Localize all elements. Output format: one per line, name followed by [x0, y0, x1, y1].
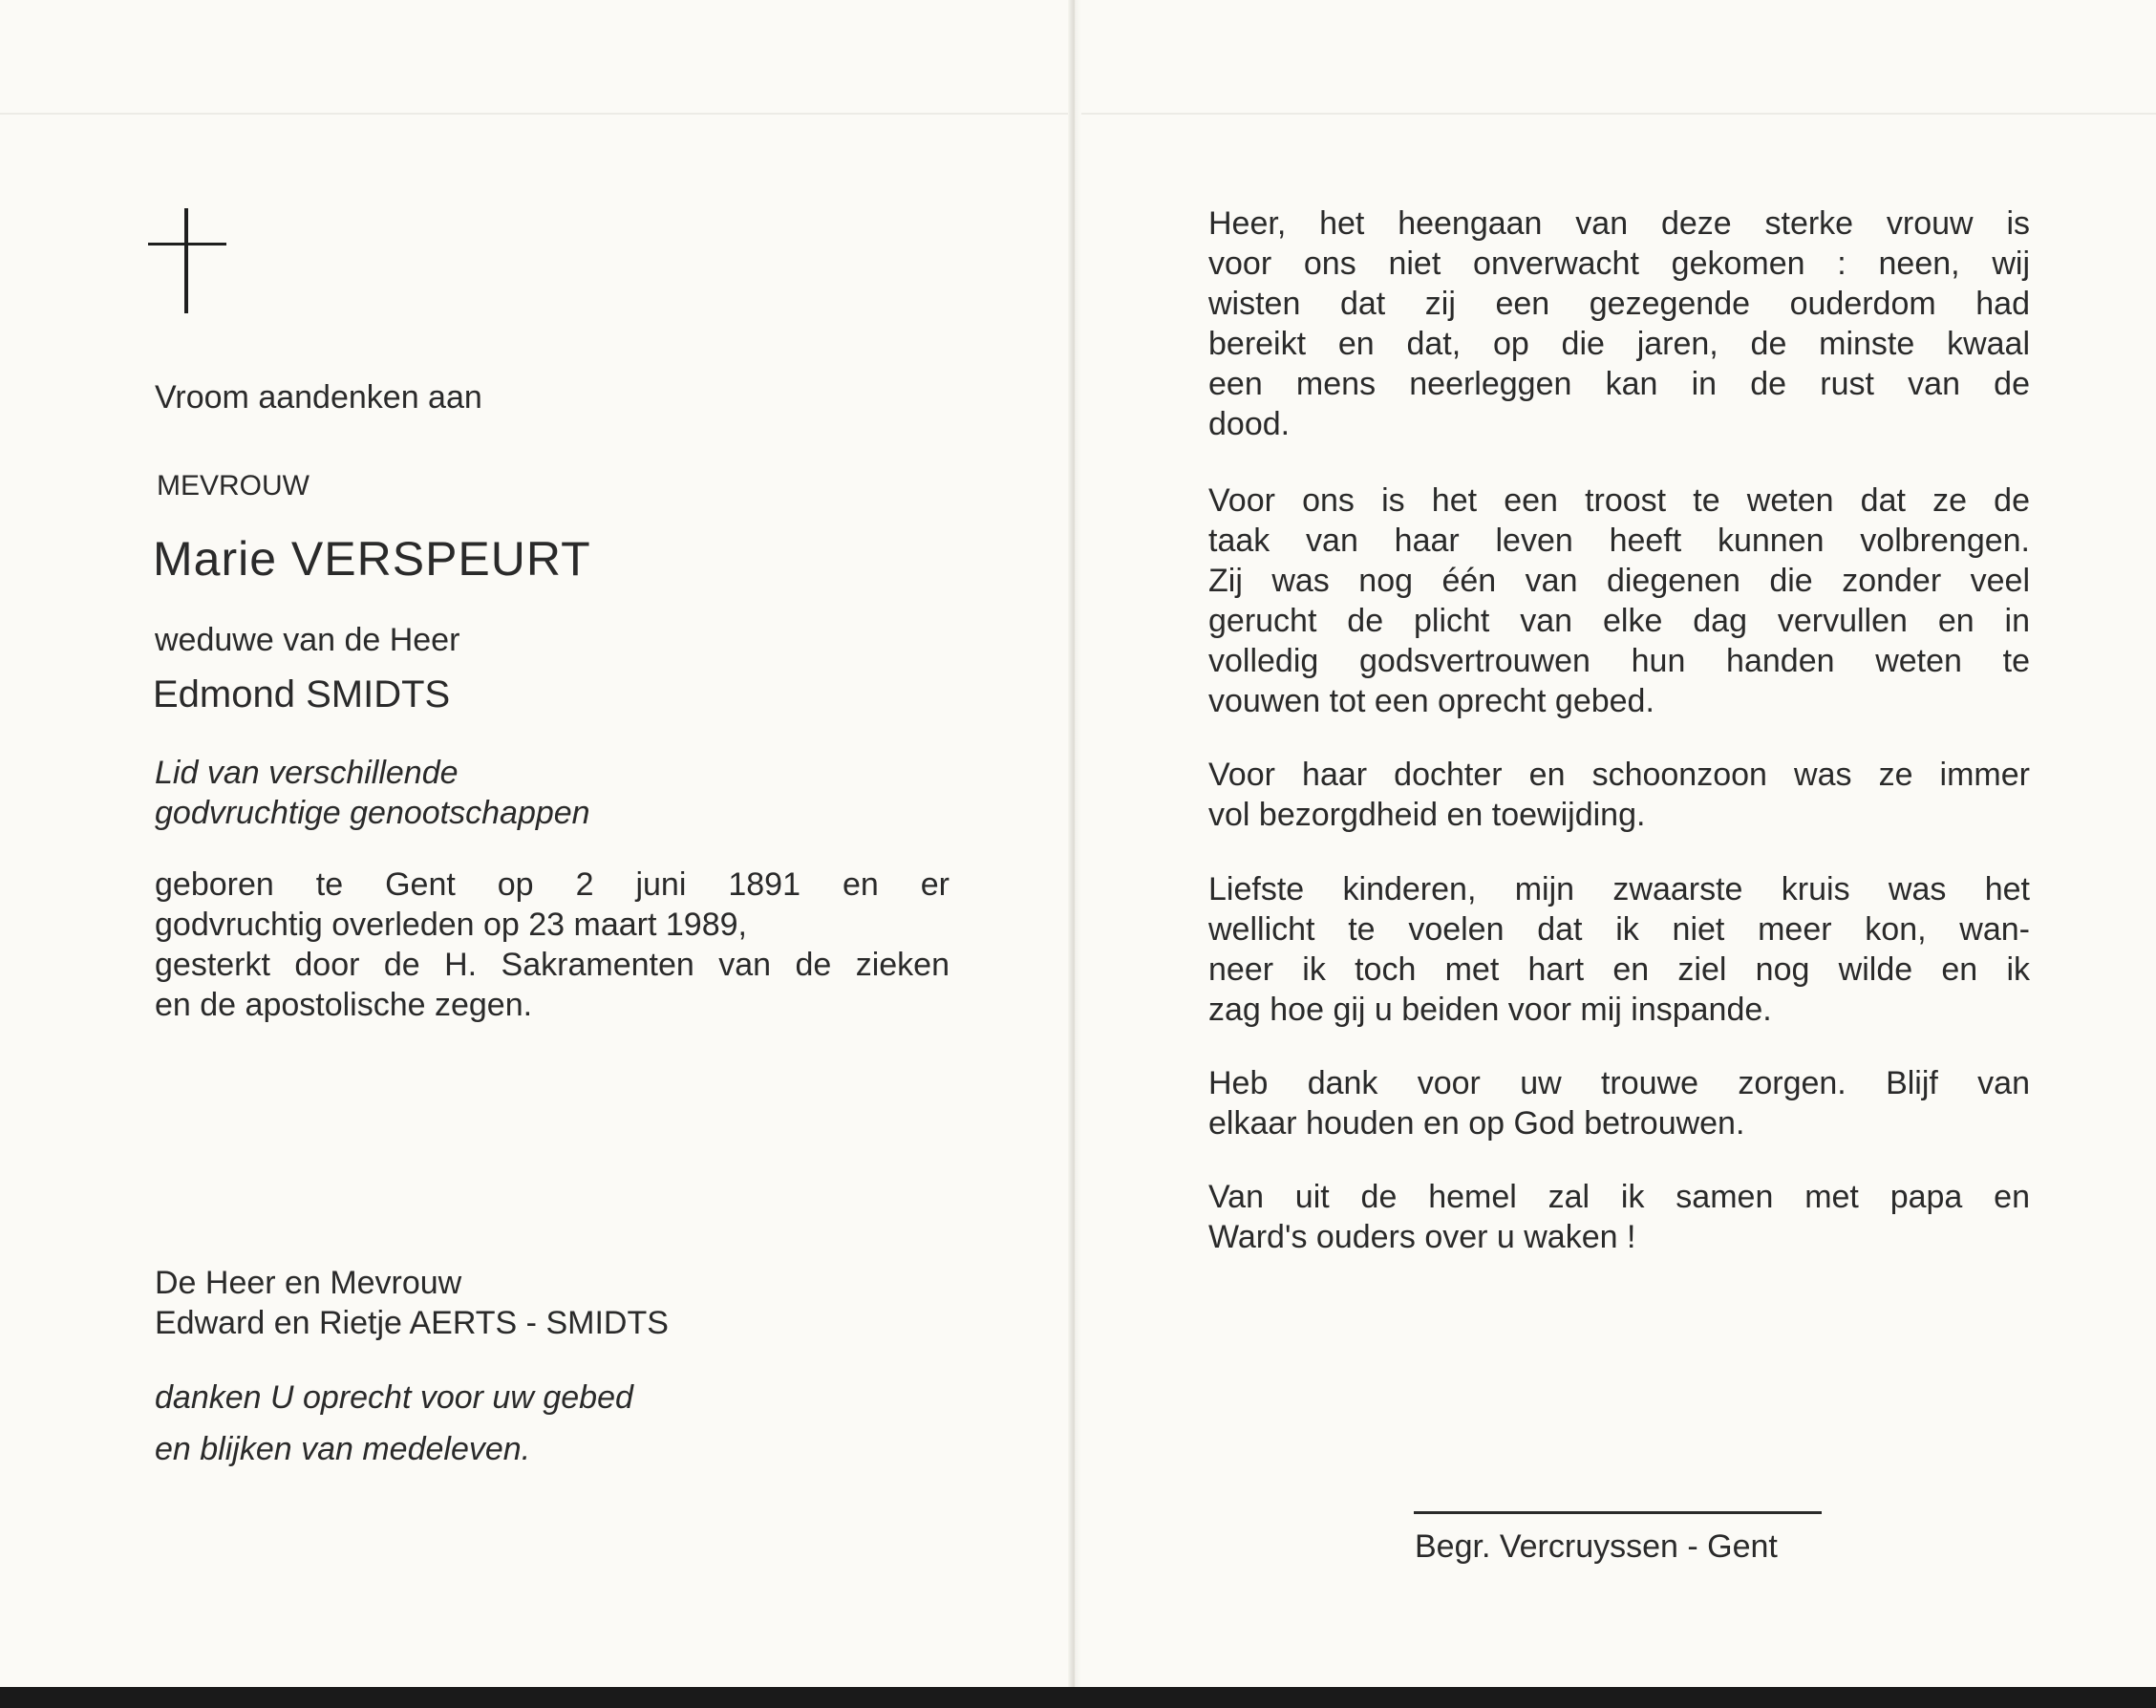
prayer-line: wellicht te voelen dat ik niet meer kon, wan-: [1208, 911, 2030, 948]
prayer-line: Ward's ouders over u waken !: [1208, 1219, 1636, 1255]
prayer-line: vouwen tot een oprecht gebed.: [1208, 683, 1654, 719]
prayer-line: Zij was nog één van diegenen die zonder veel: [1208, 563, 2030, 599]
family-line-2: Edward en Rietje AERTS - SMIDTS: [155, 1305, 669, 1341]
prayer-line: zag hoe gij u beiden voor mij inspande.: [1208, 992, 1772, 1028]
prayer-line: Voor ons is het een troost te weten dat ze de: [1208, 482, 2030, 519]
card-fold: [1068, 0, 1081, 1687]
prayer-paragraph-2: [1208, 480, 2030, 721]
card-bottom-edge: [0, 1687, 2156, 1708]
prayer-line: dood.: [1208, 406, 1291, 442]
membership-line-2: godvruchtige genootschappen: [155, 795, 590, 831]
prayer-line: Heer, het heengaan van deze sterke vrouw is: [1208, 205, 2030, 242]
prayer-line: voor ons niet onverwacht gekomen : neen, wij: [1208, 246, 2030, 282]
prayer-paragraph-1: [1208, 203, 2030, 444]
biography-line: en de apostolische zegen.: [155, 987, 533, 1023]
biography: [155, 865, 950, 1025]
biography-line: geboren te Gent op 2 juni 1891 en er: [155, 866, 950, 903]
prayer-line: bereikt en dat, op die jaren, de minste kwaal: [1208, 326, 2030, 362]
spouse-name: Edmond SMIDTS: [153, 673, 451, 715]
prayer-line: Voor haar dochter en schoonzoon was ze immer: [1208, 757, 2030, 793]
prayer-paragraph-5: [1208, 1063, 2030, 1143]
printer-credit: Begr. Vercruyssen - Gent: [1415, 1528, 1778, 1565]
prayer-line: wisten dat zij een gezegende ouderdom had: [1208, 286, 2030, 322]
deceased-name: Marie VERSPEURT: [153, 532, 591, 586]
family-line-1: De Heer en Mevrouw: [155, 1265, 462, 1301]
prayer-line: gerucht de plicht van elke dag vervullen en in: [1208, 603, 2030, 639]
biography-line: gesterkt door de H. Sakramenten van de zieken: [155, 947, 950, 983]
membership-line-1: Lid van verschillende: [155, 755, 459, 791]
prayer-line: een mens neerleggen kan in de rust van de: [1208, 366, 2030, 402]
prayer-line: Heb dank voor uw trouwe zorgen. Blijf van: [1208, 1065, 2030, 1101]
left-panel: [0, 0, 1068, 1687]
prayer-line: taak van haar leven heeft kunnen volbrengen.: [1208, 523, 2030, 559]
prayer-line: volledig godsvertrouwen hun handen weten te: [1208, 643, 2030, 679]
prayer-paragraph-6: [1208, 1177, 2030, 1257]
prayer-paragraph-3: [1208, 755, 2030, 835]
spouse-intro: weduwe van de Heer: [155, 622, 460, 658]
intro-text: Vroom aandenken aan: [155, 379, 482, 416]
thanks-line-1: danken U oprecht voor uw gebed: [155, 1379, 633, 1416]
cross-icon: [148, 208, 229, 313]
prayer-paragraph-4: [1208, 869, 2030, 1030]
prayer-line: neer ik toch met hart en ziel nog wilde en ik: [1208, 951, 2030, 988]
prayer-line: Van uit de hemel zal ik samen met papa en: [1208, 1179, 2030, 1215]
thanks-line-2: en blijken van medeleven.: [155, 1431, 531, 1467]
honorific: MEVROUW: [157, 470, 310, 502]
printer-divider: [1414, 1511, 1822, 1514]
prayer-line: elkaar houden en op God betrouwen.: [1208, 1105, 1745, 1142]
prayer-line: Liefste kinderen, mijn zwaarste kruis was het: [1208, 871, 2030, 907]
biography-line: godvruchtig overleden op 23 maart 1989,: [155, 907, 747, 943]
prayer-line: vol bezorgdheid en toewijding.: [1208, 797, 1646, 833]
